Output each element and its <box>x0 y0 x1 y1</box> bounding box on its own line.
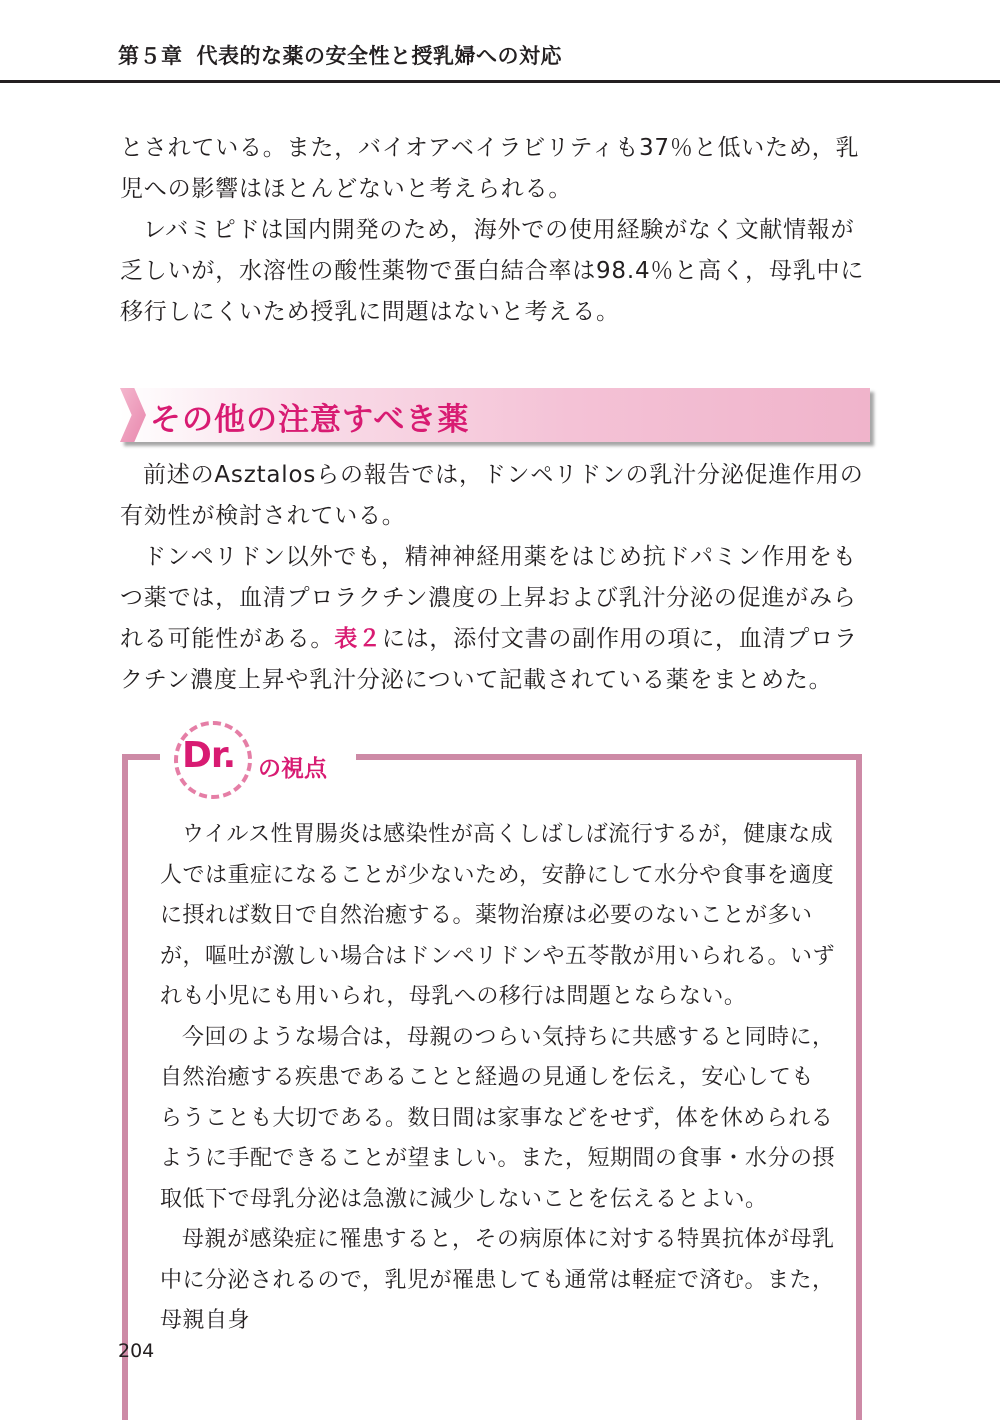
section-paragraph <box>120 537 870 701</box>
page-number: 204 <box>118 1340 155 1362</box>
intro-paragraph: とされている。また，バイオアベイラビリティも37％と低いため，乳児への影響はほとんどないと考えられる。 <box>120 135 860 202</box>
section-paragraph: 前述のAsztalosらの報告では，ドンペリドンの乳汁分泌促進作用の有効性が検討されている。 <box>120 462 864 529</box>
section-title: その他の注意すべき薬 <box>150 402 470 438</box>
paragraph-text: ドンペリドン以外でも，精神神経用薬をはじめ抗ドパミン作用をもつ薬では，血清プロラクチン濃度の上昇および乳汁分泌の促進がみられる可能性がある。 <box>120 544 857 652</box>
section-text <box>120 455 870 701</box>
chapter-title: 代表的な薬の安全性と授乳婦への対応 <box>196 44 562 68</box>
intro-text <box>120 128 870 333</box>
table-reference: 表２ <box>334 626 382 652</box>
section-heading-bar <box>120 388 870 442</box>
dr-paragraph: ウイルス性胃腸炎は感染性が高くしばしば流行するが，健康な成人では重症になることが少ないため，安静にして水分や食事を適度に摂れば数日で自然治癒する。薬物治療は必要のないことが多いが，嘔吐が激しい場合はドンペリドンや五苓散が用いられる。いずれも小児にも用いられ，母乳への移行は問題とならない。 <box>160 822 836 1009</box>
dr-paragraph: 今回のような場合は，母親のつらい気持ちに共感すると同時に，自然治癒する疾患であることと経過の見通しを伝え，安心してもらうことも大切である。数日間は家事などをせず，体を休められるように手配できることが望ましい。また，短期間の食事・水分の摂取低下で母乳分泌は急激に減少しないことを伝えるとよい。 <box>160 1024 836 1212</box>
intro-paragraph: レバミピドは国内開発のため，海外での使用経験がなく文献情報が乏しいが，水溶性の酸性薬物で蛋白結合率は98.4％と高く，母乳中に移行しにくいため授乳に問題はないと考える。 <box>120 217 865 325</box>
dr-badge-text: Dr. <box>182 735 236 776</box>
chapter-header <box>118 40 576 70</box>
dr-label: の視点 <box>258 756 327 782</box>
dr-paragraph: 母親が感染症に罹患すると，その病原体に対する特異抗体が母乳中に分泌されるので，乳児が罹患しても通常は軽症で済む。また，母親自身 <box>160 1227 835 1333</box>
paragraph-text: には，添付文書の副作用の項に，血清プロラクチン濃度上昇や乳汁分泌について記載されている薬をまとめた。 <box>120 626 858 693</box>
dr-badge <box>174 721 252 799</box>
chapter-label: 第５章 <box>118 44 183 68</box>
dr-box-text <box>160 815 835 1342</box>
header-rule <box>0 80 1000 83</box>
